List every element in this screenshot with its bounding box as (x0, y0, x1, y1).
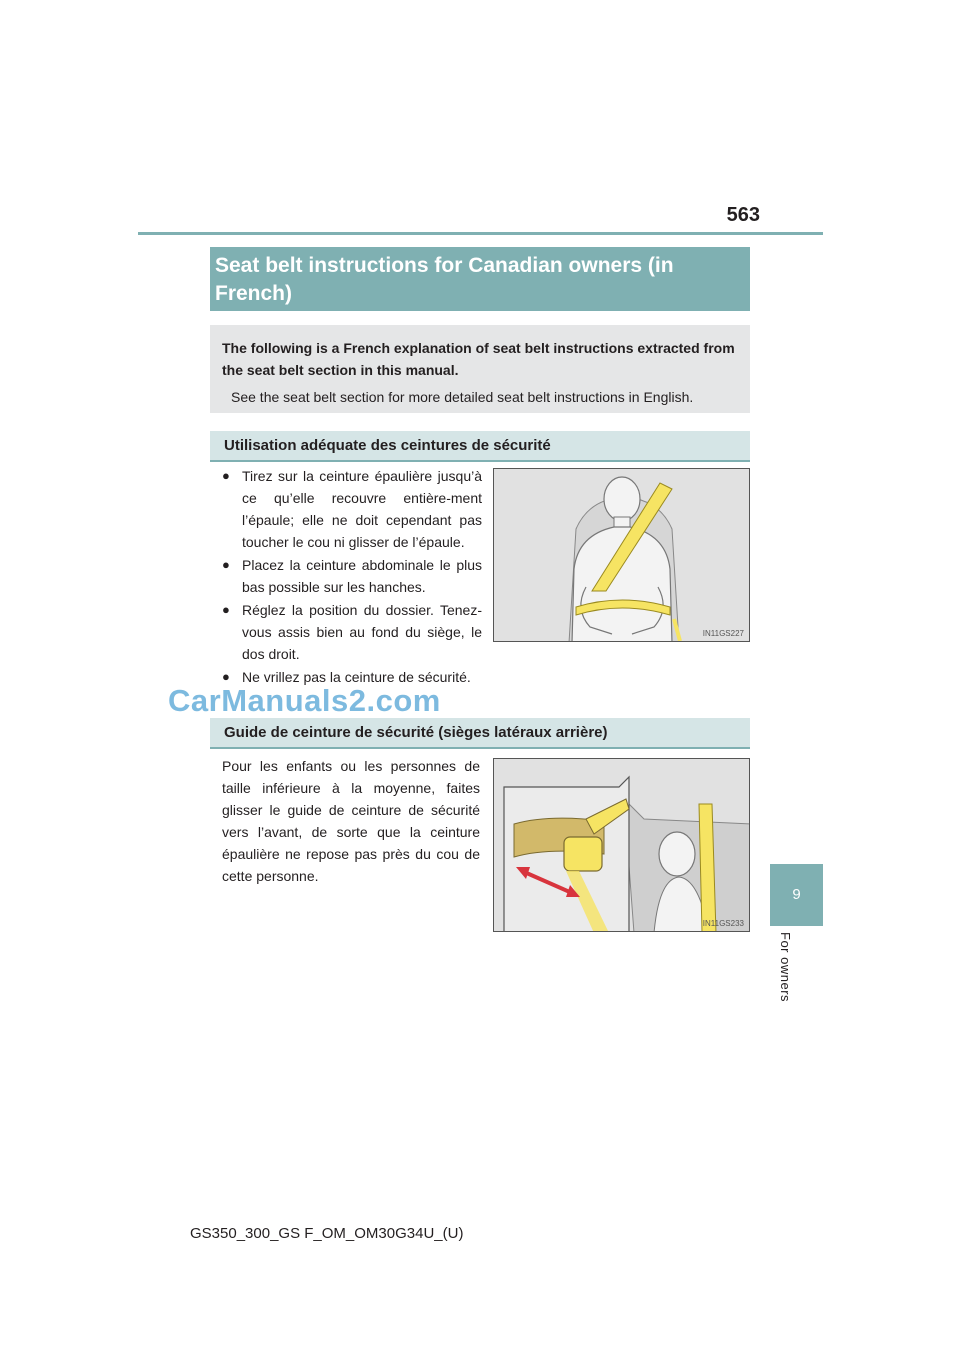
chapter-name-label: For owners (778, 932, 793, 1003)
bullet-text: Tirez sur la ceinture épaulière jusqu’à ce qu’elle recouvre entière-ment l’épaule; elle ne doit cependant pas toucher le cou ni glisser de l’épaule. (242, 468, 482, 550)
watermark: CarManuals2.com (168, 683, 441, 718)
chapter-tab[interactable]: 9 (770, 864, 823, 926)
list-item (222, 465, 482, 553)
occupant-seat-belt-drawing (494, 469, 750, 642)
seat-belt-position-illustration (493, 468, 750, 642)
intro-text: The following is a French explanation of seat belt instructions extracted from the seat belt section in this manual. (222, 340, 735, 378)
footer-doc-code: GS350_300_GS F_OM_OM30G34U_(U) (190, 1225, 464, 1242)
header-rule (138, 232, 823, 235)
page-number: 563 (726, 204, 760, 226)
bullet-text: Réglez la position du dossier. Tenez-vous assis bien au fond du siège, le dos droit. (242, 602, 482, 662)
bullet-icon: ● (222, 602, 230, 617)
intro-note: See the seat belt section for more detailed seat belt instructions in English. (231, 389, 694, 405)
list-item (222, 599, 482, 665)
section-heading-belt-guide: Guide de ceinture de sécurité (sièges latéraux arrière) (210, 718, 750, 749)
bullet-icon: ● (222, 669, 230, 684)
list-item (222, 554, 482, 598)
figure-code: IN11GS227 (702, 629, 744, 638)
bullet-icon: ● (222, 468, 230, 483)
chapter-name (770, 932, 823, 1012)
bullet-text: Ne vrillez pas la ceinture de sécurité. (242, 669, 471, 685)
belt-guide-paragraph: Pour les enfants ou les personnes de taille inférieure à la moyenne, faites glisser le guide de ceinture de sécurité vers l’avant, de sorte que la ceinture épaulière ne repose pas près du cou de cette personne. (222, 758, 480, 884)
intro-box (210, 325, 750, 413)
bullet-text: Placez la ceinture abdominale le plus bas possible sur les hanches. (242, 557, 482, 595)
section-heading-correct-use: Utilisation adéquate des ceintures de sécurité (210, 431, 750, 462)
bullet-list (222, 465, 482, 689)
page-title: Seat belt instructions for Canadian owners (in French) (210, 247, 750, 311)
belt-guide-drawing (494, 759, 750, 932)
bullet-icon: ● (222, 557, 230, 572)
belt-guide-illustration (493, 758, 750, 932)
figure-code: IN11GS233 (702, 919, 744, 928)
